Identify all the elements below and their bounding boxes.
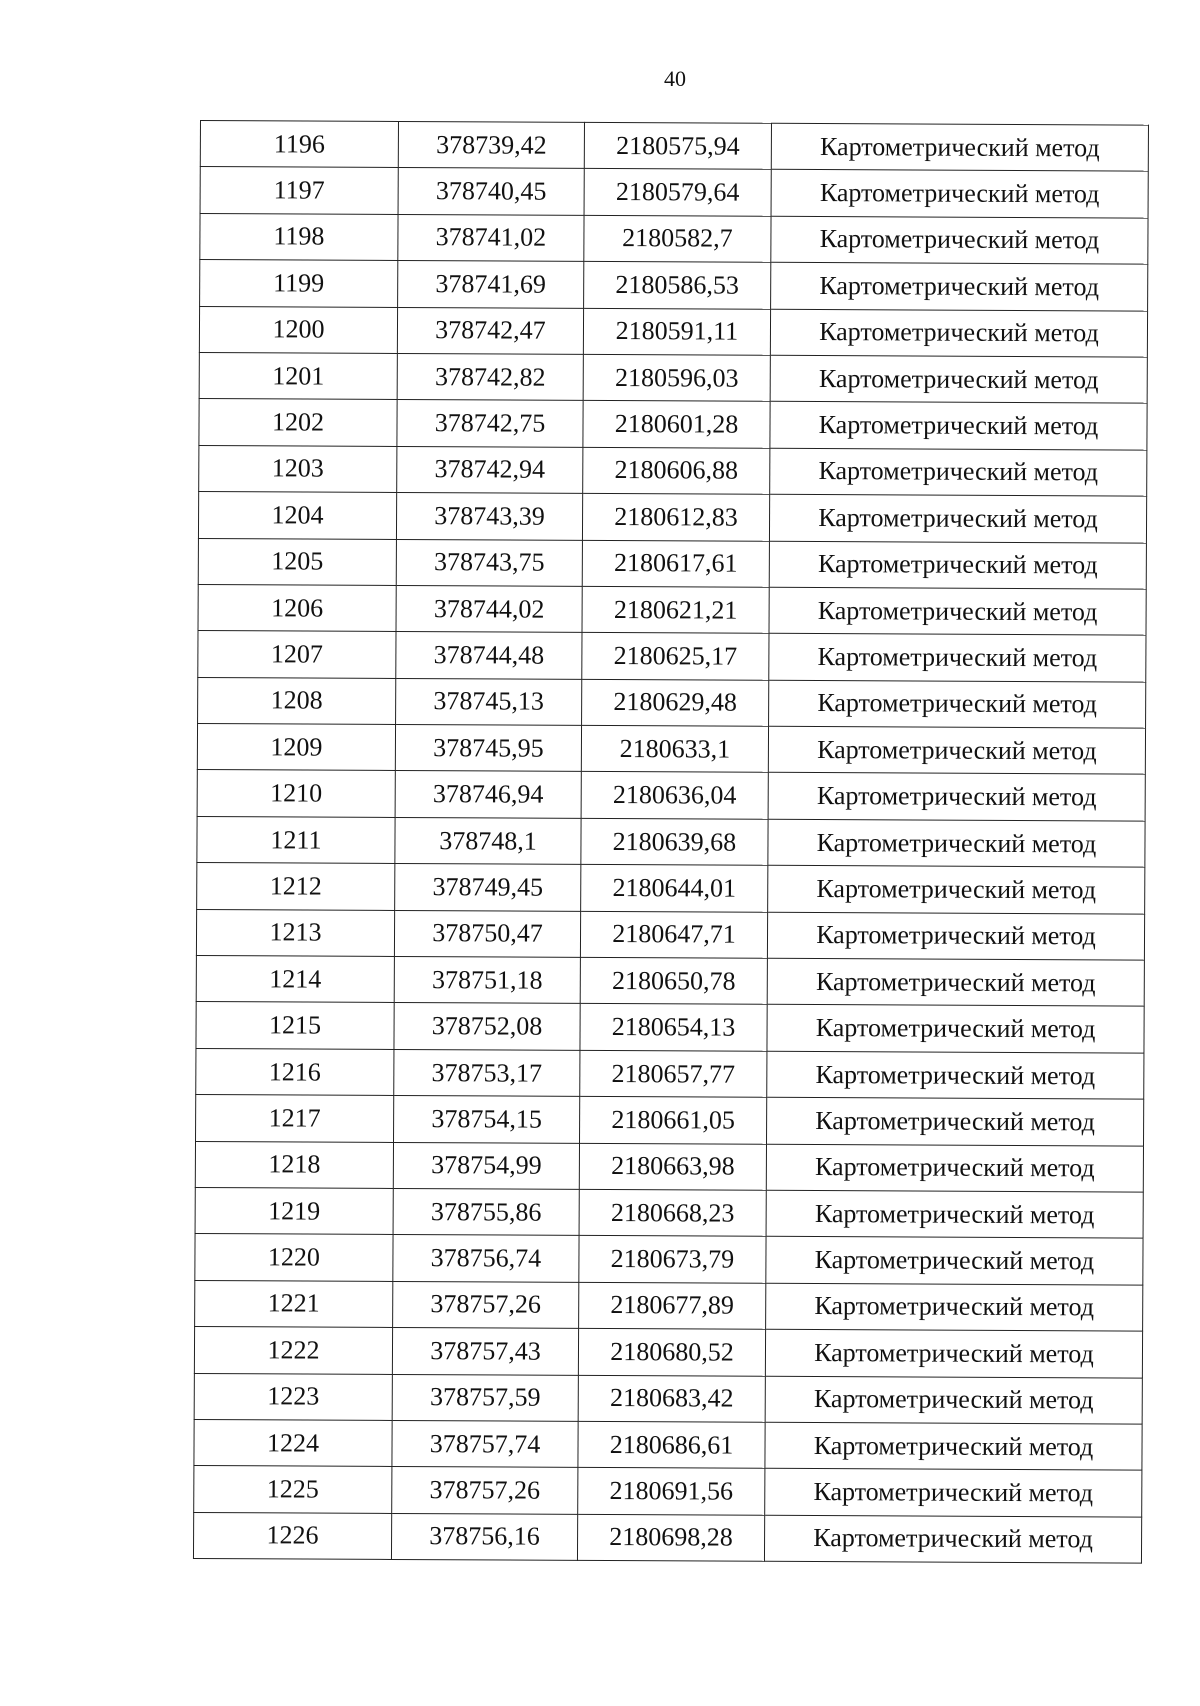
y-coordinate-cell: 2180691,56 [578, 1468, 765, 1515]
y-coordinate-cell: 2180633,1 [581, 725, 768, 772]
x-coordinate-cell: 378739,42 [398, 121, 584, 168]
table-row [199, 352, 1147, 403]
method-cell: Картометрический метод [771, 216, 1148, 264]
y-coordinate-cell: 2180617,61 [582, 540, 769, 587]
method-cell: Картометрический метод [769, 634, 1146, 682]
y-coordinate-cell: 2180629,48 [582, 679, 769, 726]
x-coordinate-cell: 378744,02 [396, 585, 582, 632]
x-coordinate-cell: 378757,43 [392, 1328, 578, 1375]
x-coordinate-cell: 378749,45 [395, 864, 581, 911]
y-coordinate-cell: 2180575,94 [584, 122, 771, 169]
y-coordinate-cell: 2180661,05 [580, 1097, 767, 1144]
x-coordinate-cell: 378757,74 [392, 1420, 578, 1467]
y-coordinate-cell: 2180654,13 [580, 1004, 767, 1051]
x-coordinate-cell: 378745,95 [395, 725, 581, 772]
y-coordinate-cell: 2180663,98 [579, 1143, 766, 1190]
method-cell: Картометрический метод [766, 1190, 1143, 1238]
y-coordinate-cell: 2180625,17 [582, 633, 769, 680]
y-coordinate-cell: 2180579,64 [584, 169, 771, 216]
point-number-cell: 1219 [195, 1187, 393, 1234]
x-coordinate-cell: 378748,1 [395, 817, 581, 864]
x-coordinate-cell: 378755,86 [393, 1188, 579, 1235]
x-coordinate-cell: 378757,59 [392, 1374, 578, 1421]
method-cell: Картометрический метод [766, 1237, 1143, 1285]
y-coordinate-cell: 2180582,7 [584, 215, 771, 262]
point-number-cell: 1223 [194, 1373, 392, 1420]
table-row [198, 538, 1146, 589]
y-coordinate-cell: 2180612,83 [582, 493, 769, 540]
y-coordinate-cell: 2180606,88 [583, 447, 770, 494]
method-cell: Картометрический метод [767, 1097, 1144, 1145]
table-row [194, 1466, 1142, 1517]
table-row [200, 167, 1148, 218]
method-cell: Картометрический метод [768, 726, 1145, 774]
table-row [195, 1234, 1143, 1285]
y-coordinate-cell: 2180677,89 [579, 1282, 766, 1329]
table-row [193, 1512, 1141, 1563]
method-cell: Картометрический метод [770, 309, 1147, 357]
table-row [199, 306, 1147, 357]
point-number-cell: 1225 [194, 1466, 392, 1513]
point-number-cell: 1210 [197, 770, 395, 817]
point-number-cell: 1198 [200, 213, 398, 260]
x-coordinate-cell: 378756,16 [391, 1513, 577, 1560]
point-number-cell: 1204 [198, 492, 396, 539]
y-coordinate-cell: 2180586,53 [584, 262, 771, 309]
x-coordinate-cell: 378752,08 [394, 1003, 580, 1050]
page-number: 40 [664, 66, 686, 91]
method-cell: Картометрический метод [766, 1144, 1143, 1192]
y-coordinate-cell: 2180647,71 [580, 911, 767, 958]
x-coordinate-cell: 378750,47 [394, 910, 580, 957]
table-row [194, 1419, 1142, 1470]
point-number-cell: 1214 [196, 956, 394, 1003]
table-row [200, 121, 1148, 172]
point-number-cell: 1221 [195, 1280, 393, 1327]
point-number-cell: 1208 [198, 677, 396, 724]
table-row [198, 492, 1146, 543]
table-row [197, 863, 1145, 914]
method-cell: Картометрический метод [767, 1005, 1144, 1053]
x-coordinate-cell: 378744,48 [396, 632, 582, 679]
x-coordinate-cell: 378741,02 [398, 214, 584, 261]
method-cell: Картометрический метод [768, 866, 1145, 914]
x-coordinate-cell: 378751,18 [394, 956, 580, 1003]
point-number-cell: 1209 [197, 724, 395, 771]
y-coordinate-cell: 2180621,21 [582, 586, 769, 633]
x-coordinate-cell: 378742,82 [397, 353, 583, 400]
method-cell: Картометрический метод [767, 958, 1144, 1006]
table-row [198, 677, 1146, 728]
x-coordinate-cell: 378742,75 [397, 400, 583, 447]
table-row [194, 1373, 1142, 1424]
x-coordinate-cell: 378757,26 [392, 1467, 578, 1514]
y-coordinate-cell: 2180644,01 [581, 865, 768, 912]
x-coordinate-cell: 378746,94 [395, 771, 581, 818]
table-row [197, 816, 1145, 867]
y-coordinate-cell: 2180686,61 [578, 1421, 765, 1468]
table-row [197, 770, 1145, 821]
method-cell: Картометрический метод [767, 1051, 1144, 1099]
point-number-cell: 1213 [196, 909, 394, 956]
point-number-cell: 1218 [195, 1141, 393, 1188]
point-number-cell: 1217 [196, 1095, 394, 1142]
method-cell: Картометрический метод [765, 1376, 1142, 1424]
x-coordinate-cell: 378756,74 [393, 1235, 579, 1282]
point-number-cell: 1205 [198, 538, 396, 585]
method-cell: Картометрический метод [766, 1283, 1143, 1331]
x-coordinate-cell: 378742,94 [397, 446, 583, 493]
point-number-cell: 1224 [194, 1419, 392, 1466]
x-coordinate-cell: 378754,15 [394, 1096, 580, 1143]
y-coordinate-cell: 2180683,42 [578, 1375, 765, 1422]
y-coordinate-cell: 2180698,28 [577, 1514, 764, 1561]
point-number-cell: 1207 [198, 631, 396, 678]
y-coordinate-cell: 2180591,11 [583, 308, 770, 355]
method-cell: Картометрический метод [769, 494, 1146, 542]
method-cell: Картометрический метод [768, 773, 1145, 821]
point-number-cell: 1215 [196, 1002, 394, 1049]
y-coordinate-cell: 2180673,79 [579, 1236, 766, 1283]
point-number-cell: 1222 [194, 1327, 392, 1374]
table-row [199, 399, 1147, 450]
method-cell: Картометрический метод [770, 448, 1147, 496]
point-number-cell: 1202 [199, 399, 397, 446]
x-coordinate-cell: 378743,39 [396, 493, 582, 540]
x-coordinate-cell: 378753,17 [394, 1049, 580, 1096]
method-cell: Картометрический метод [767, 912, 1144, 960]
table-row [196, 1048, 1144, 1099]
point-number-cell: 1203 [199, 445, 397, 492]
method-cell: Картометрический метод [770, 402, 1147, 450]
table-body [193, 121, 1148, 1564]
point-number-cell: 1199 [200, 260, 398, 307]
method-cell: Картометрический метод [771, 170, 1148, 218]
table-row [195, 1141, 1143, 1192]
y-coordinate-cell: 2180596,03 [583, 354, 770, 401]
y-coordinate-cell: 2180680,52 [578, 1329, 765, 1376]
x-coordinate-cell: 378754,99 [393, 1142, 579, 1189]
x-coordinate-cell: 378741,69 [398, 261, 584, 308]
method-cell: Картометрический метод [769, 541, 1146, 589]
point-number-cell: 1206 [198, 584, 396, 631]
table-row [200, 213, 1148, 264]
x-coordinate-cell: 378757,26 [393, 1281, 579, 1328]
table-row [197, 724, 1145, 775]
point-number-cell: 1200 [199, 306, 397, 353]
x-coordinate-cell: 378742,47 [397, 307, 583, 354]
table-row [200, 260, 1148, 311]
y-coordinate-cell: 2180657,77 [580, 1050, 767, 1097]
table-row [195, 1280, 1143, 1331]
point-number-cell: 1226 [193, 1512, 391, 1559]
y-coordinate-cell: 2180601,28 [583, 401, 770, 448]
method-cell: Картометрический метод [765, 1329, 1142, 1377]
point-number-cell: 1196 [200, 121, 398, 168]
x-coordinate-cell: 378743,75 [396, 539, 582, 586]
table-row [195, 1187, 1143, 1238]
y-coordinate-cell: 2180650,78 [580, 957, 767, 1004]
point-number-cell: 1211 [197, 816, 395, 863]
point-number-cell: 1212 [197, 863, 395, 910]
y-coordinate-cell: 2180668,23 [579, 1189, 766, 1236]
method-cell: Картометрический метод [765, 1469, 1142, 1517]
point-number-cell: 1220 [195, 1234, 393, 1281]
method-cell: Картометрический метод [769, 680, 1146, 728]
method-cell: Картометрический метод [771, 262, 1148, 310]
coordinates-table [193, 120, 1149, 1564]
y-coordinate-cell: 2180636,04 [581, 772, 768, 819]
table-row [196, 956, 1144, 1007]
method-cell: Картометрический метод [769, 587, 1146, 635]
table-row [198, 631, 1146, 682]
method-cell: Картометрический метод [764, 1515, 1141, 1563]
method-cell: Картометрический метод [765, 1422, 1142, 1470]
table-row [199, 445, 1147, 496]
table-row [196, 1002, 1144, 1053]
table-row [196, 909, 1144, 960]
table-row [198, 584, 1146, 635]
x-coordinate-cell: 378740,45 [398, 168, 584, 215]
point-number-cell: 1197 [200, 167, 398, 214]
table-row [194, 1327, 1142, 1378]
point-number-cell: 1216 [196, 1048, 394, 1095]
table-row [196, 1095, 1144, 1146]
y-coordinate-cell: 2180639,68 [581, 818, 768, 865]
method-cell: Картометрический метод [768, 819, 1145, 867]
point-number-cell: 1201 [199, 352, 397, 399]
method-cell: Картометрический метод [770, 355, 1147, 403]
x-coordinate-cell: 378745,13 [396, 678, 582, 725]
method-cell: Картометрический метод [771, 123, 1148, 171]
